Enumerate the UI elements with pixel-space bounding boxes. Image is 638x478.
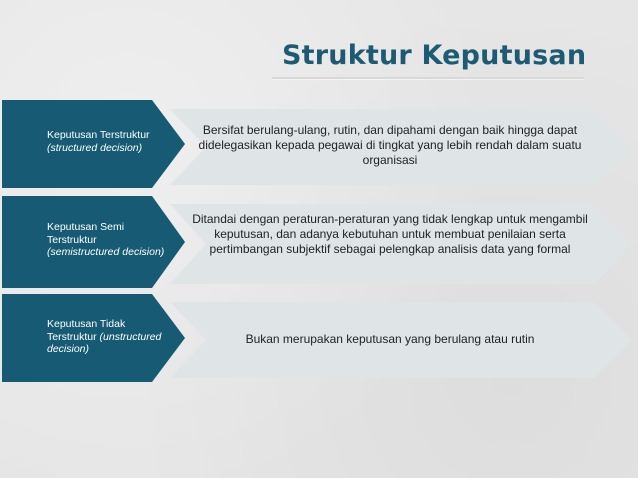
decision-label <box>47 318 172 356</box>
decision-label-text: Keputusan Semi Terstruktur <box>47 221 125 246</box>
title-underline <box>272 77 584 79</box>
decision-label <box>47 221 172 259</box>
decision-description: Bukan merupakan keputusan yang berulang atau rutin <box>245 332 535 346</box>
decision-label-english: (semistructured decision) <box>47 246 165 258</box>
decision-row-semistructured <box>0 196 638 288</box>
decision-description: Ditandai dengan peraturan-peraturan yang tidak lengkap untuk mengambil keputusan, dan adanya kebutuhan untuk membuat penilaian serta pertimbangan subjektif sebagai pelengkap analisis data yang formal <box>192 212 588 256</box>
decision-label-text: Keputusan Terstruktur <box>47 129 150 141</box>
decision-row-structured <box>0 100 638 188</box>
decision-row-unstructured <box>0 294 638 382</box>
decision-label <box>47 129 172 154</box>
decision-label-english: (unstructured decision) <box>47 330 162 355</box>
decision-label-text: Keputusan Tidak Terstruktur <box>47 318 126 343</box>
decision-label-english: (structured decision) <box>47 141 143 154</box>
page-title: Struktur Keputusan <box>282 40 587 71</box>
decision-description: Bersifat berulang-ulang, rutin, dan dipahami dengan baik hingga dapat didelegasikan kepada pegawai di tingkat yang lebih rendah dalam suatu organisasi <box>198 123 582 167</box>
